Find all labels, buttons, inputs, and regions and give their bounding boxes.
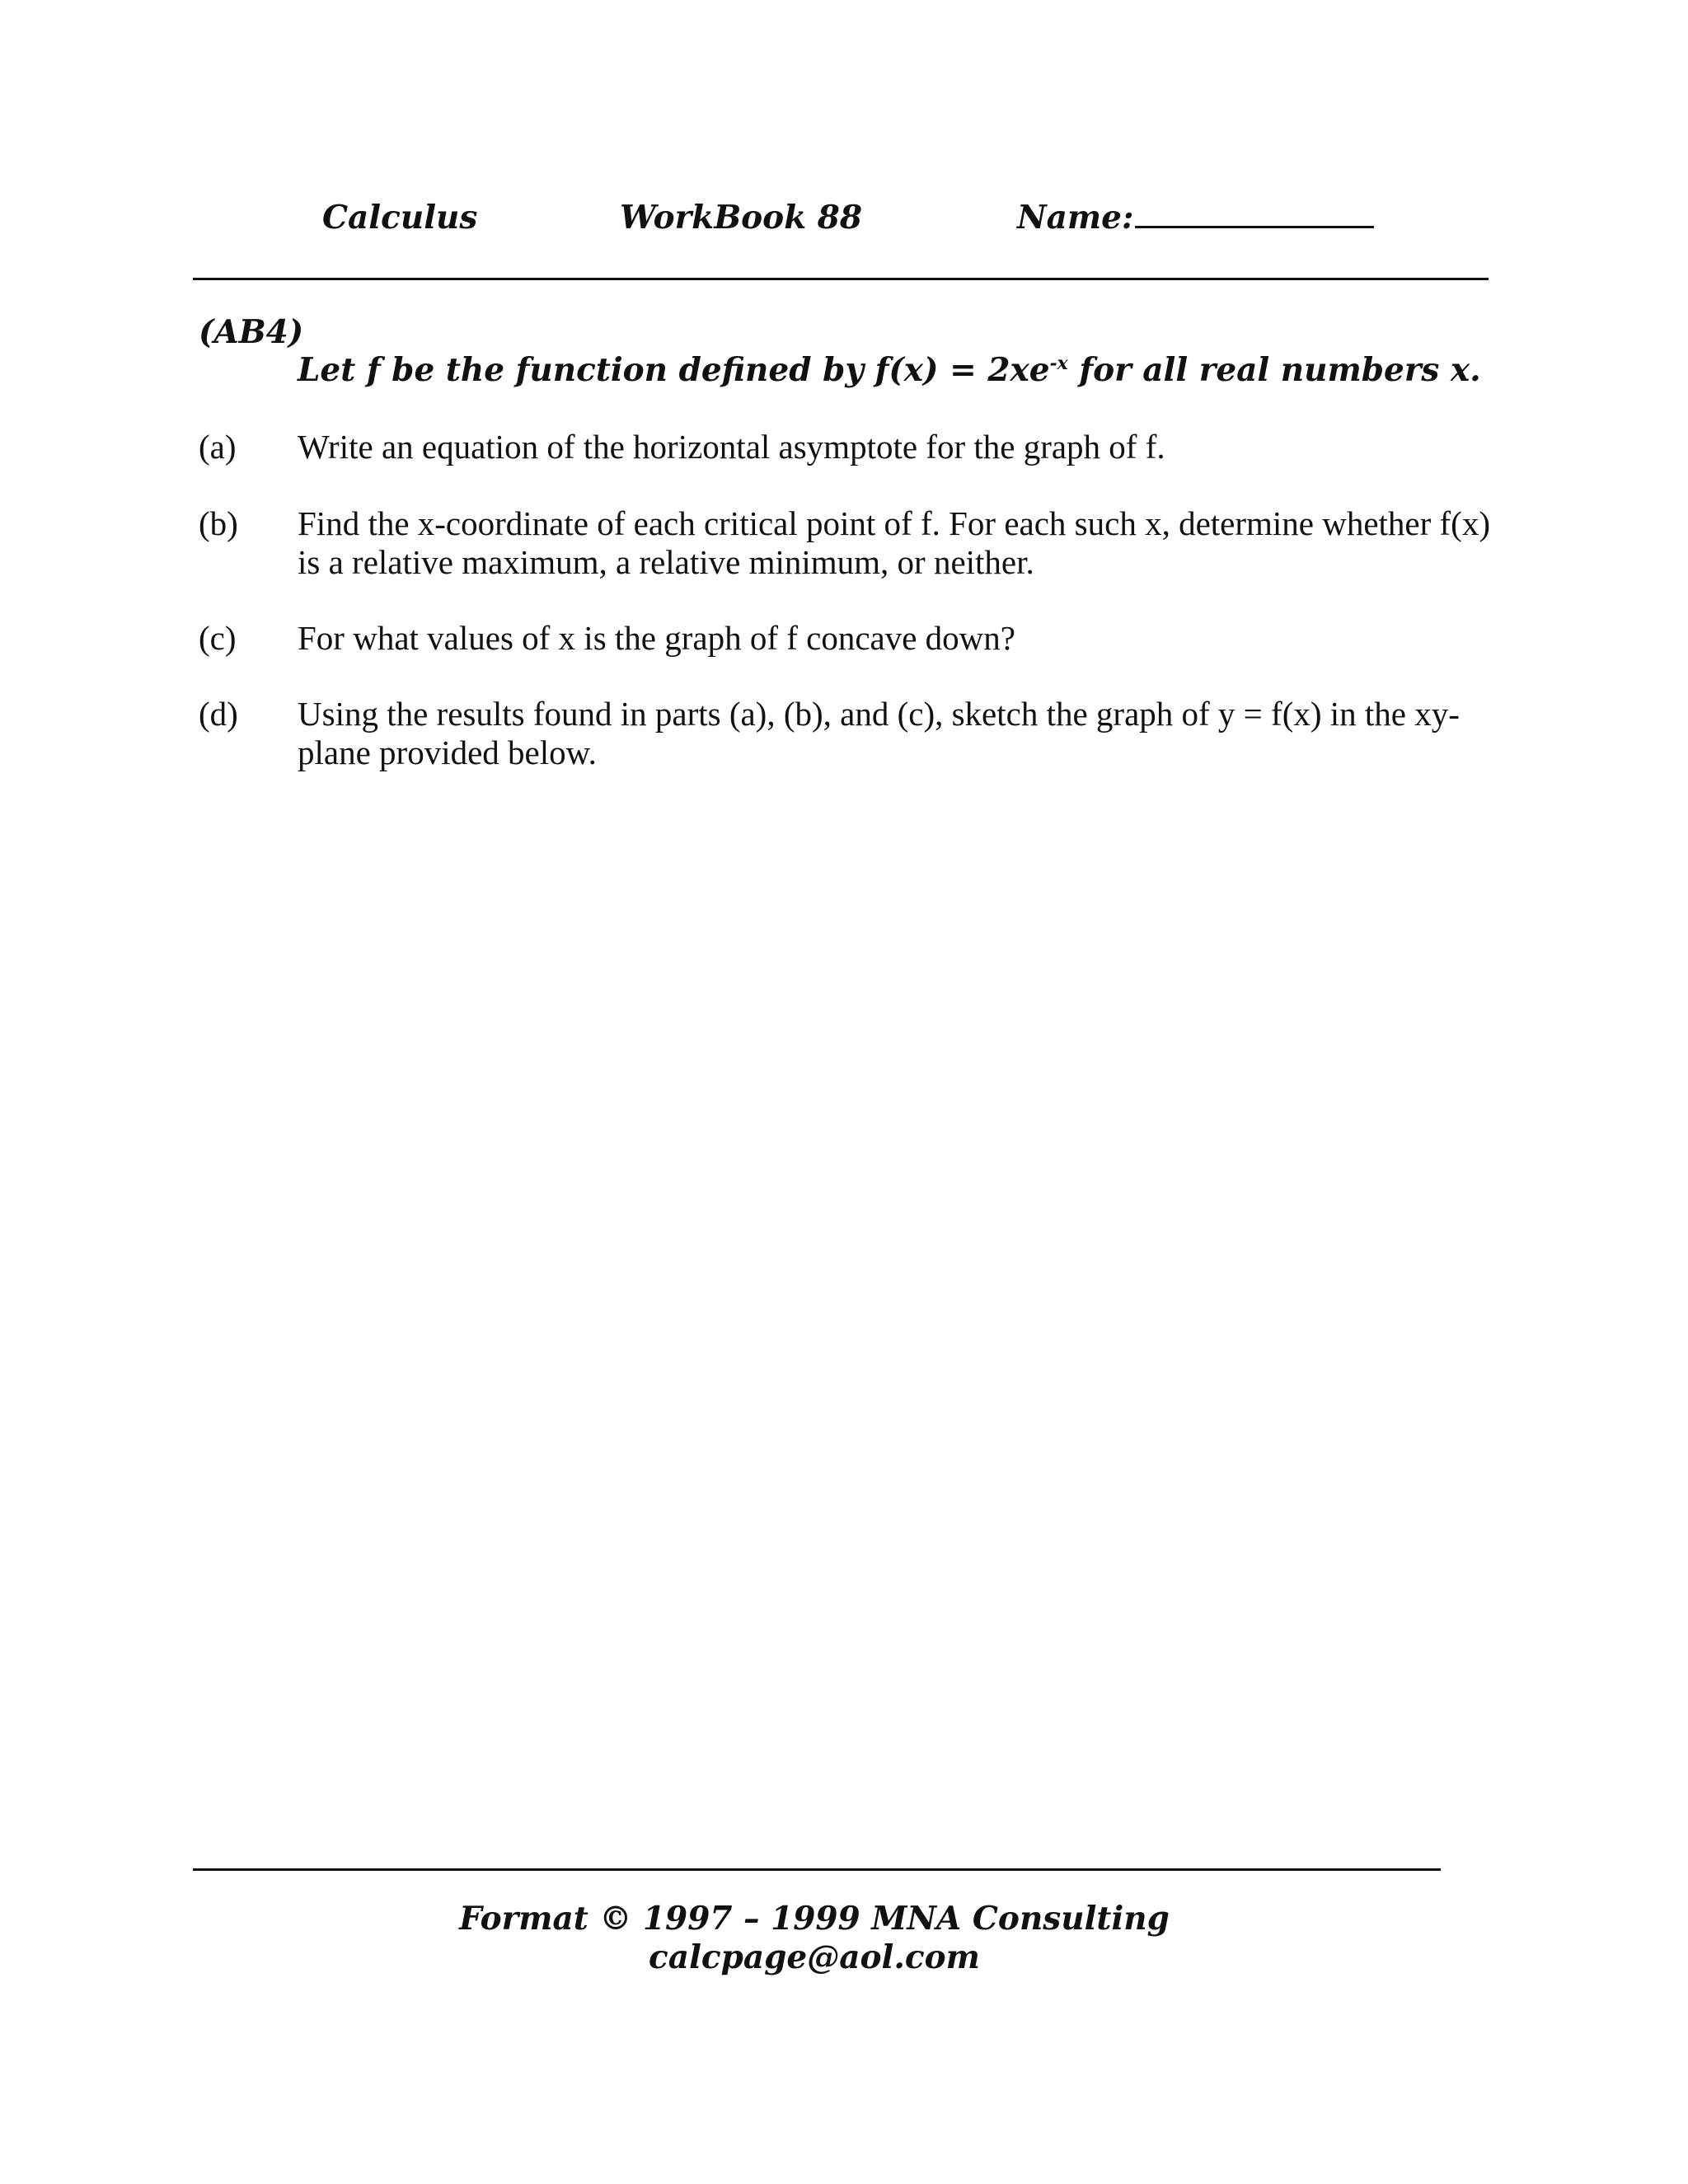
header-name-field bbox=[1017, 194, 1374, 241]
problem-prompt bbox=[298, 347, 1481, 393]
part-label: (a) bbox=[199, 428, 237, 466]
prompt-prefix: Let f be the function defined by f(x) = 2xe bbox=[298, 351, 1050, 389]
header-subject: Calculus bbox=[322, 199, 478, 237]
part-label: (d) bbox=[199, 695, 238, 733]
problem-id: (AB4) bbox=[199, 313, 304, 351]
prompt-suffix: for all real numbers x. bbox=[1067, 351, 1481, 389]
footer-divider bbox=[193, 1868, 1441, 1871]
part-label: (c) bbox=[199, 619, 237, 657]
footer-copyright: Format © 1997 – 1999 MNA Consulting bbox=[459, 1900, 1170, 1938]
part-text: Write an equation of the horizontal asymptote for the graph of f. bbox=[298, 428, 1165, 466]
part-text: Find the x-coordinate of each critical point of f. For each such x, determine whether f(x) is a relative maximum, a relative minimum, or neither. bbox=[298, 504, 1490, 581]
prompt-exponent: -x bbox=[1049, 353, 1068, 374]
name-label: Name: bbox=[1017, 199, 1134, 237]
header-workbook: WorkBook 88 bbox=[620, 199, 863, 237]
footer-email: calcpage@aol.com bbox=[649, 1938, 980, 1976]
header-divider bbox=[193, 278, 1489, 280]
name-blank-line bbox=[1135, 194, 1374, 228]
part-text: For what values of x is the graph of f concave down? bbox=[298, 619, 1015, 657]
part-text: Using the results found in parts (a), (b), and (c), sketch the graph of y = f(x) in the xy-plane provided below. bbox=[298, 695, 1460, 771]
part-label: (b) bbox=[199, 504, 238, 542]
